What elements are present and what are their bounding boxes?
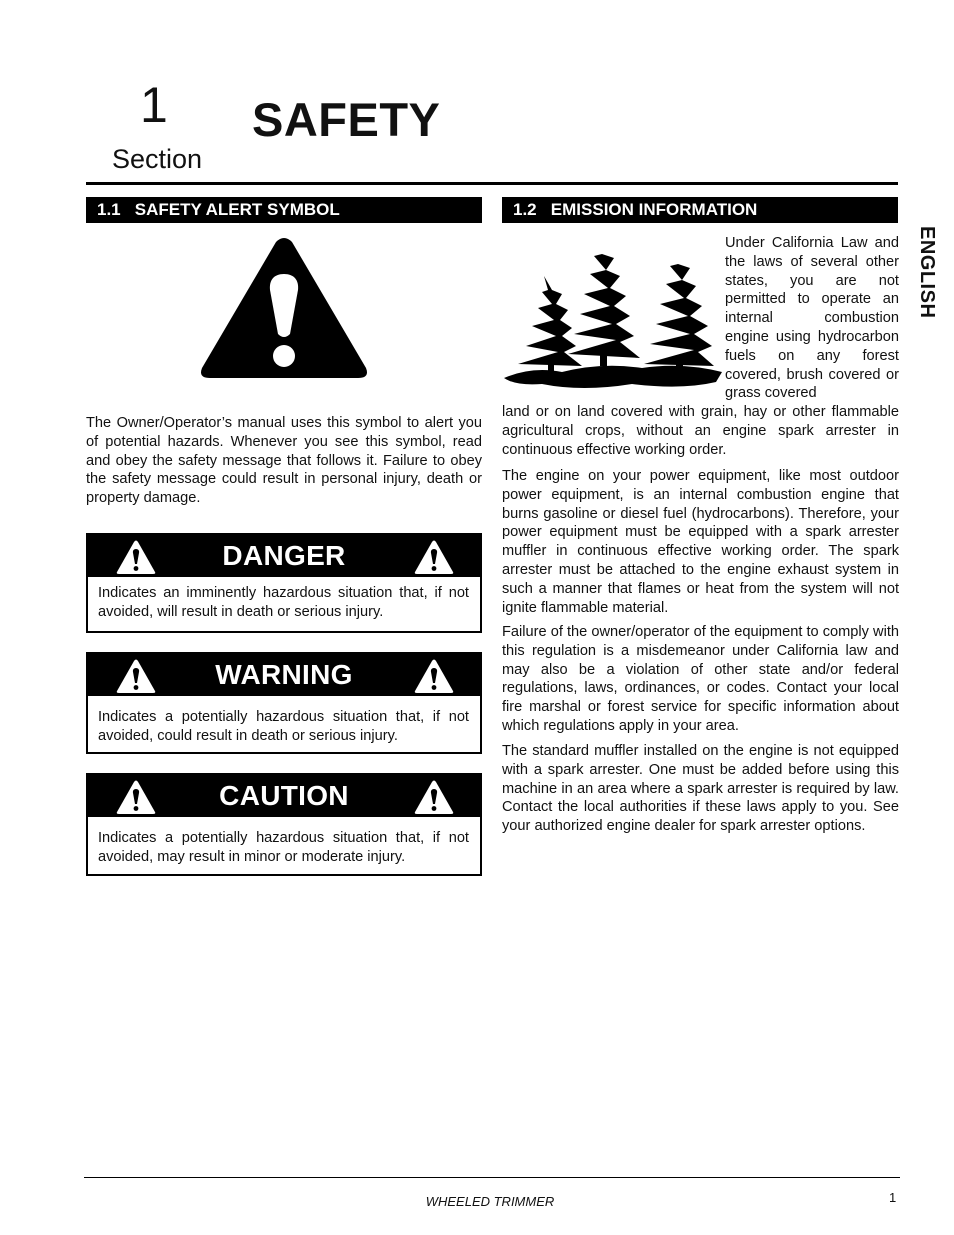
language-tab <box>914 226 938 336</box>
section-heading-safety-alert-symbol: 1.1 SAFETY ALERT SYMBOL <box>86 197 482 223</box>
warning-triangle-icon <box>414 539 454 575</box>
warning-triangle-icon <box>116 539 156 575</box>
section-heading-emission-information: 1.2 EMISSION INFORMATION <box>502 197 898 223</box>
warning-triangle-icon <box>116 779 156 815</box>
page-title: SAFETY <box>252 93 441 146</box>
danger-box <box>86 533 482 633</box>
warning-description: Indicates a potentially hazardous situation that, if not avoided, could result in death or serious injury. <box>98 709 469 744</box>
alert-intro-text: The Owner/Operator’s manual uses this symbol to alert you of potential hazards. Whenever you see this symbol, read and obey the safety message that follows it. Failure to obey the safety message could result in personal injury, death or property damage. <box>86 415 482 507</box>
emission-intro-text: Under California Law and the laws of several other states, you are not permitted to operate an internal combustion engine using hydrocarbon fuels on any forest covered, brush covered or grass covered <box>725 235 899 402</box>
warning-triangle-icon <box>414 658 454 694</box>
warning-box <box>86 652 482 754</box>
emission-paragraph-4: The standard muffler installed on the engine is not equipped with a spark arrester. One must be added before using this machine in an area where a spark arrester is required by law. Contact the local authorities if these laws apply to you. See your authorized engine dealer for spark arrester options. <box>502 743 899 835</box>
caution-signal-word: CAUTION <box>219 780 349 811</box>
danger-signal-word: DANGER <box>222 540 346 571</box>
forest-trees-icon <box>502 234 724 394</box>
language-tab-label: ENGLISH <box>916 226 938 319</box>
danger-header <box>88 535 480 577</box>
page-number: 1 <box>889 1190 897 1205</box>
caution-box <box>86 773 482 876</box>
header-rule <box>86 182 898 185</box>
emission-intro-continued: land or on land covered with grain, hay or other flammable agricultural crops, without an engine spark arrester in continuous effective working order. <box>502 404 899 458</box>
warning-header <box>88 654 480 696</box>
danger-description: Indicates an imminently hazardous situation that, if not avoided, will result in death or serious injury. <box>98 585 469 620</box>
caution-description: Indicates a potentially hazardous situation that, if not avoided, may result in minor or moderate injury. <box>98 830 469 865</box>
footer-rule <box>84 1177 900 1178</box>
warning-signal-word: WARNING <box>215 659 353 690</box>
section-number: 1 <box>140 77 168 133</box>
emission-paragraph-2: The engine on your power equipment, like most outdoor power equipment, is an internal combustion engine that burns gasoline or diesel fuel (hydrocarbons). Therefore, your power equipment must be equipped with a spark arrester muffler in continuous effective working order. The spark arrester must be attached to the engine exhaust system in such a manner that flames or heat from the system will not ignite flammable material. <box>502 468 899 616</box>
warning-triangle-icon <box>414 779 454 815</box>
section-label: Section <box>112 144 203 174</box>
emission-paragraph-3: Failure of the owner/operator of the equipment to comply with this regulation is a misdemeanor under California law and may also be a violation of other state and/or federal regulations, laws, ordinances, or codes. Contact your local fire marshal or forest service for specific information about which regulations apply in your area. <box>502 624 899 734</box>
footer-title: WHEELED TRIMMER <box>425 1194 555 1209</box>
caution-header <box>88 775 480 817</box>
warning-triangle-icon <box>116 658 156 694</box>
safety-alert-symbol-icon <box>198 236 370 382</box>
